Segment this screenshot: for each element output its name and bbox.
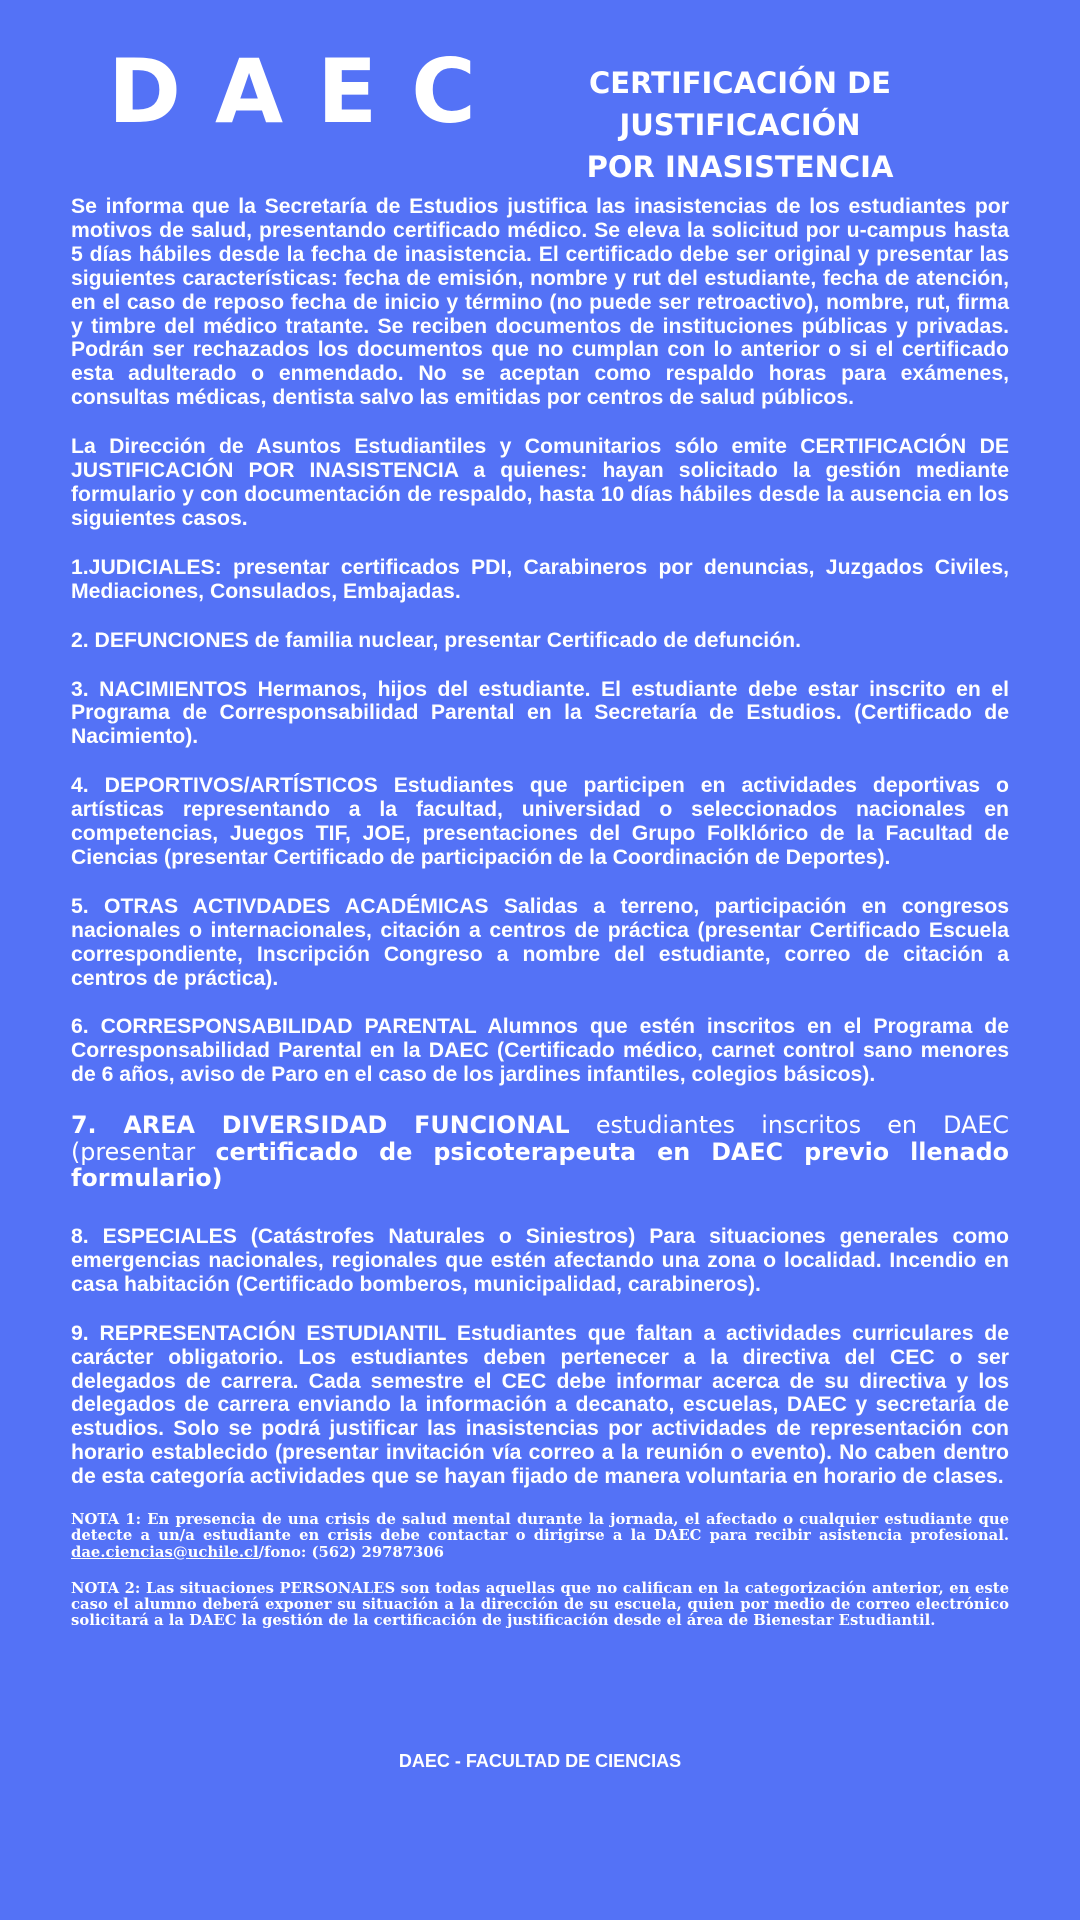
footer-text: DAEC - FACULTAD DE CIENCIAS [398,1751,682,1771]
daec-logo: DAEC [108,40,510,143]
email-link[interactable]: dae.ciencias@uchile.cl [71,1543,259,1561]
item7-bold-end: certificado de psicoterapeuta en DAEC previo llenado formulario) [71,1137,1009,1193]
item-nacimientos: 3. NACIMIENTOS Hermanos, hijos del estudiante. El estudiante debe estar inscrito en el Programa de Corresponsabilidad Parental en la Secretaría de Estudios. (Certificado de Nacimiento). [71,677,1009,749]
item-defunciones: 2. DEFUNCIONES de familia nuclear, presentar Certificado de defunción. [71,628,801,652]
item-otras-actividades: 5. OTRAS ACTIVDADES ACADÉMICAS Salidas a terreno, participación en congresos nacionales o internacionales, citación a centros de práctica (presentar Certificado Escuela correspondiente, Inscripción Congreso a nombre del estudiante, correo de citación a centros de práctica). [71,894,1009,990]
intro-paragraph: Se informa que la Secretaría de Estudios justifica las inasistencias de los estudiantes por motivos de salud, presentando certificado médico. Se eleva la solicitud por u-campus hasta 5 días hábiles desde la fecha de inasistencia. El certificado debe ser original y presentar las siguientes características: fecha de emisión, nombre y rut del estudiante, fecha de atención, en el caso de reposo fecha de inicio y término (no puede ser retroactivo), nombre, rut, firma y timbre del médico tratante. Se reciben documentos de instituciones públicas y privadas. Podrán ser rechazados los documentos que no cumplan con lo anterior o si el certificado esta adulterado o enmendado. No se aceptan como respaldo horas para exámenes, consultas médicas, dentista salvo las emitidas por centros de salud públicos. [71,195,1009,410]
title-line-2: POR INASISTENCIA [586,150,894,184]
item-especiales: 8. ESPECIALES (Catástrofes Naturales o Siniestros) Para situaciones generales como emergencias nacionales, regionales que estén afectando una zona o localidad. Incendio en casa habitación (Certificado bomberos, municipalidad, carabineros). [71,1224,1009,1296]
item-corresponsabilidad: 6. CORRESPONSABILIDAD PARENTAL Alumnos que estén inscritos en el Programa de Corresponsabilidad Parental en la DAEC (Certificado médico, carnet control sano menores de 6 años, aviso de Paro en el caso de los jardines infantiles, colegios básicos). [71,1015,1009,1087]
title-line-1: CERTIFICACIÓN DE JUSTIFICACIÓN [589,66,891,142]
item-diversidad-funcional [71,1112,1009,1192]
item7-rest: estudiantes inscritos en DAEC (presentar [71,1111,1009,1166]
document-header [0,40,1080,184]
notes-section [71,1512,1009,1630]
nota-1 [71,1512,1009,1561]
item7-heading: 7. AREA DIVERSIDAD FUNCIONAL [71,1111,570,1140]
item-representacion: 9. REPRESENTACIÓN ESTUDIANTIL Estudiantes que faltan a actividades curriculares de carácter obligatorio. Los estudiantes deben pertenecer a la directiva del CEC o ser delegados de carrera. Cada semestre el CEC debe informar acerca de su directiva y los delegados de carrera enviando la información a decanato, escuelas, DAEC y secretaría de estudios. Solo se podrá justificar las inasistencias por actividades de representación con horario establecido (presentar invitación vía correo a la reunión o evento). No caben dentro de esta categoría actividades que se hayan fijado de manera voluntaria en horario de clases. [71,1321,1009,1489]
document-body [71,195,1009,1489]
daec-paragraph: La Dirección de Asuntos Estudiantiles y Comunitarios sólo emite CERTIFICACIÓN DE JUSTIFICACIÓN POR INASISTENCIA a quienes: hayan solicitado la gestión mediante formulario y con documentación de respaldo, hasta 10 días hábiles desde la ausencia en los siguientes casos. [71,435,1009,530]
document-title [470,62,1010,188]
item-judiciales: 1.JUDICIALES: presentar certificados PDI, Carabineros por denuncias, Juzgados Civiles, Mediaciones, Consulados, Embajadas. [71,555,1009,603]
nota-1-text: NOTA 1: En presencia de una crisis de salud mental durante la jornada, el afectado o cualquier estudiante que detecte a un/a estudiante en crisis debe contactar o dirigirse a la DAEC para recibir asistencia profesional. [71,1511,1009,1545]
phone-text: /fono: (562) 29787306 [258,1543,444,1561]
item-deportivos: 4. DEPORTIVOS/ARTÍSTICOS Estudiantes que participen en actividades deportivas o artísticas representando a la facultad, universidad o seleccionados nacionales en competencias, Juegos TIF, JOE, presentaciones del Grupo Folklórico de la Facultad de Ciencias (presentar Certificado de participación de la Coordinación de Deportes). [71,774,1009,869]
nota-2: NOTA 2: Las situaciones PERSONALES son todas aquellas que no califican en la categorización anterior, en este caso el alumno deberá exponer su situación a la dirección de su escuela, quien por medio de correo electrónico solicitará a la DAEC la gestión de la certificación de justificación desde el área de Bienestar Estudiantil. [71,1579,1009,1630]
